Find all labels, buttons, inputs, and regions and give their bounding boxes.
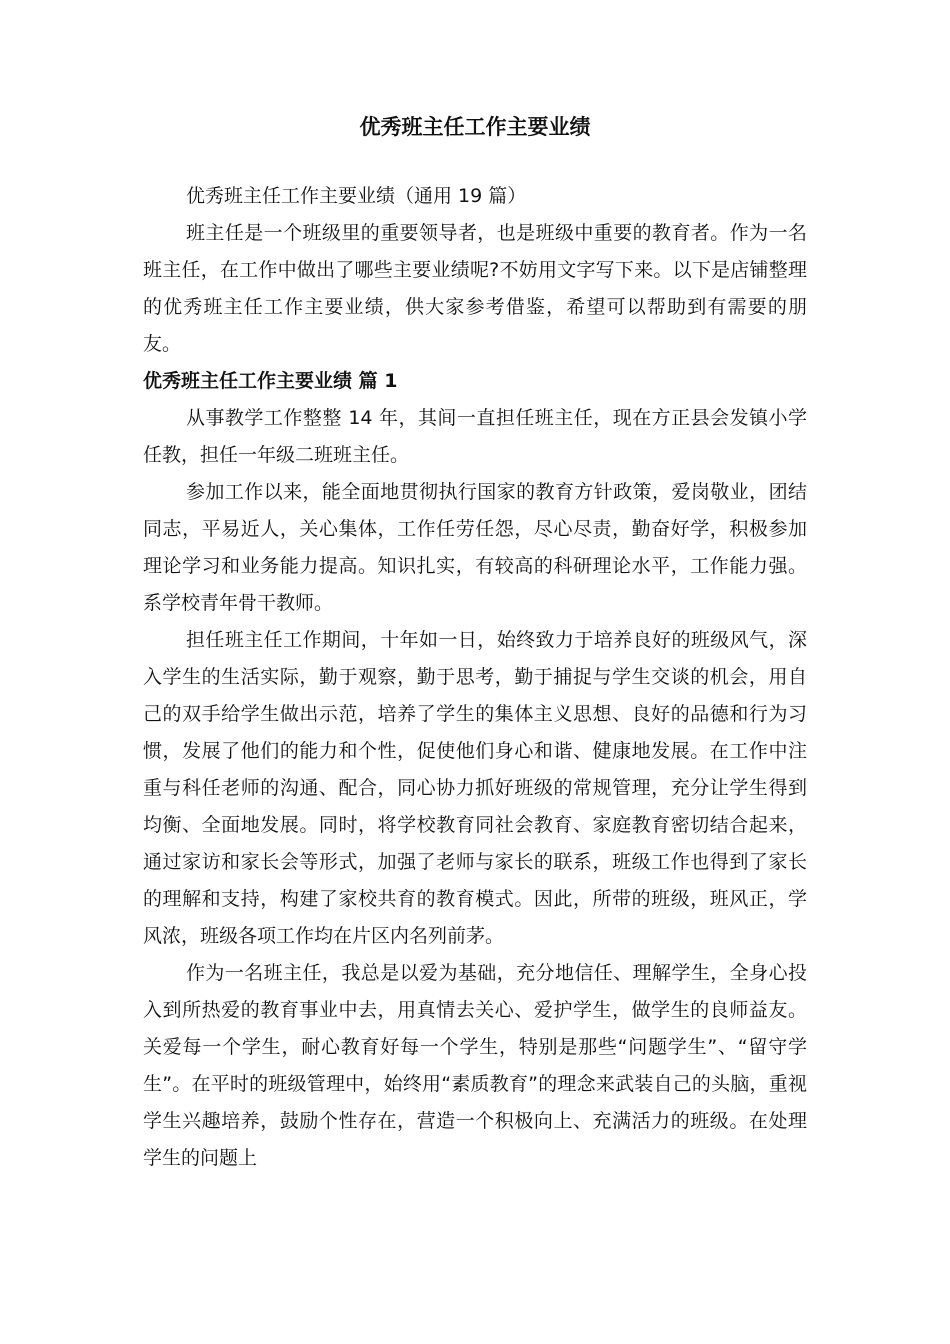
- document-title: 优秀班主任工作主要业绩: [359, 115, 591, 139]
- section-heading-1: 优秀班主任工作主要业绩 篇 1: [143, 370, 398, 392]
- body-paragraph: 作为一名班主任，我总是以爱为基础，充分地信任、理解学生，全身心投入到所热爱的教育事业中去，用真情去关心、爱护学生，做学生的良师益友。关爱每一个学生，耐心教育好每一个学生，特别是那些“问题学生”、“留守学生”。在平时的班级管理中，始终用“素质教育”的理念来武装自己的头脑，重视学生兴趣培养，鼓励个性存在，营造一个积极向上、充满活力的班级。在处理学生的问题上: [143, 962, 807, 1169]
- body-paragraph: 从事教学工作整整 14 年，其间一直担任班主任，现在方正县会发镇小学任教，担任一年级二班班主任。: [143, 407, 807, 466]
- body-paragraph: 参加工作以来，能全面地贯彻执行国家的教育方针政策，爱岗敬业，团结同志，平易近人，关心集体，工作任劳任怨，尽心尽责，勤奋好学，积极参加理论学习和业务能力提高。知识扎实，有较高的科研理论水平，工作能力强。系学校青年骨干教师。: [143, 481, 807, 614]
- document-subtitle: 优秀班主任工作主要业绩（通用 19 篇）: [186, 185, 527, 207]
- intro-paragraph: 班主任是一个班级里的重要领导者，也是班级中重要的教育者。作为一名班主任，在工作中做出了哪些主要业绩呢?不妨用文字写下来。以下是店铺整理的优秀班主任工作主要业绩，供大家参考借鉴，希望可以帮助到有需要的朋友。: [143, 222, 807, 355]
- body-paragraph: 担任班主任工作期间，十年如一日，始终致力于培养良好的班级风气，深入学生的生活实际，勤于观察，勤于思考，勤于捕捉与学生交谈的机会，用自己的双手给学生做出示范，培养了学生的集体主义思想、良好的品德和行为习惯，发展了他们的能力和个性，促使他们身心和谐、健康地发展。在工作中注重与科任老师的沟通、配合，同心协力抓好班级的常规管理，充分让学生得到均衡、全面地发展。同时，将学校教育同社会教育、家庭教育密切结合起来，通过家访和家长会等形式，加强了老师与家长的联系，班级工作也得到了家长的理解和支持，构建了家校共育的教育模式。因此，所带的班级，班风正，学风浓，班级各项工作均在片区内名列前茅。: [143, 629, 807, 947]
